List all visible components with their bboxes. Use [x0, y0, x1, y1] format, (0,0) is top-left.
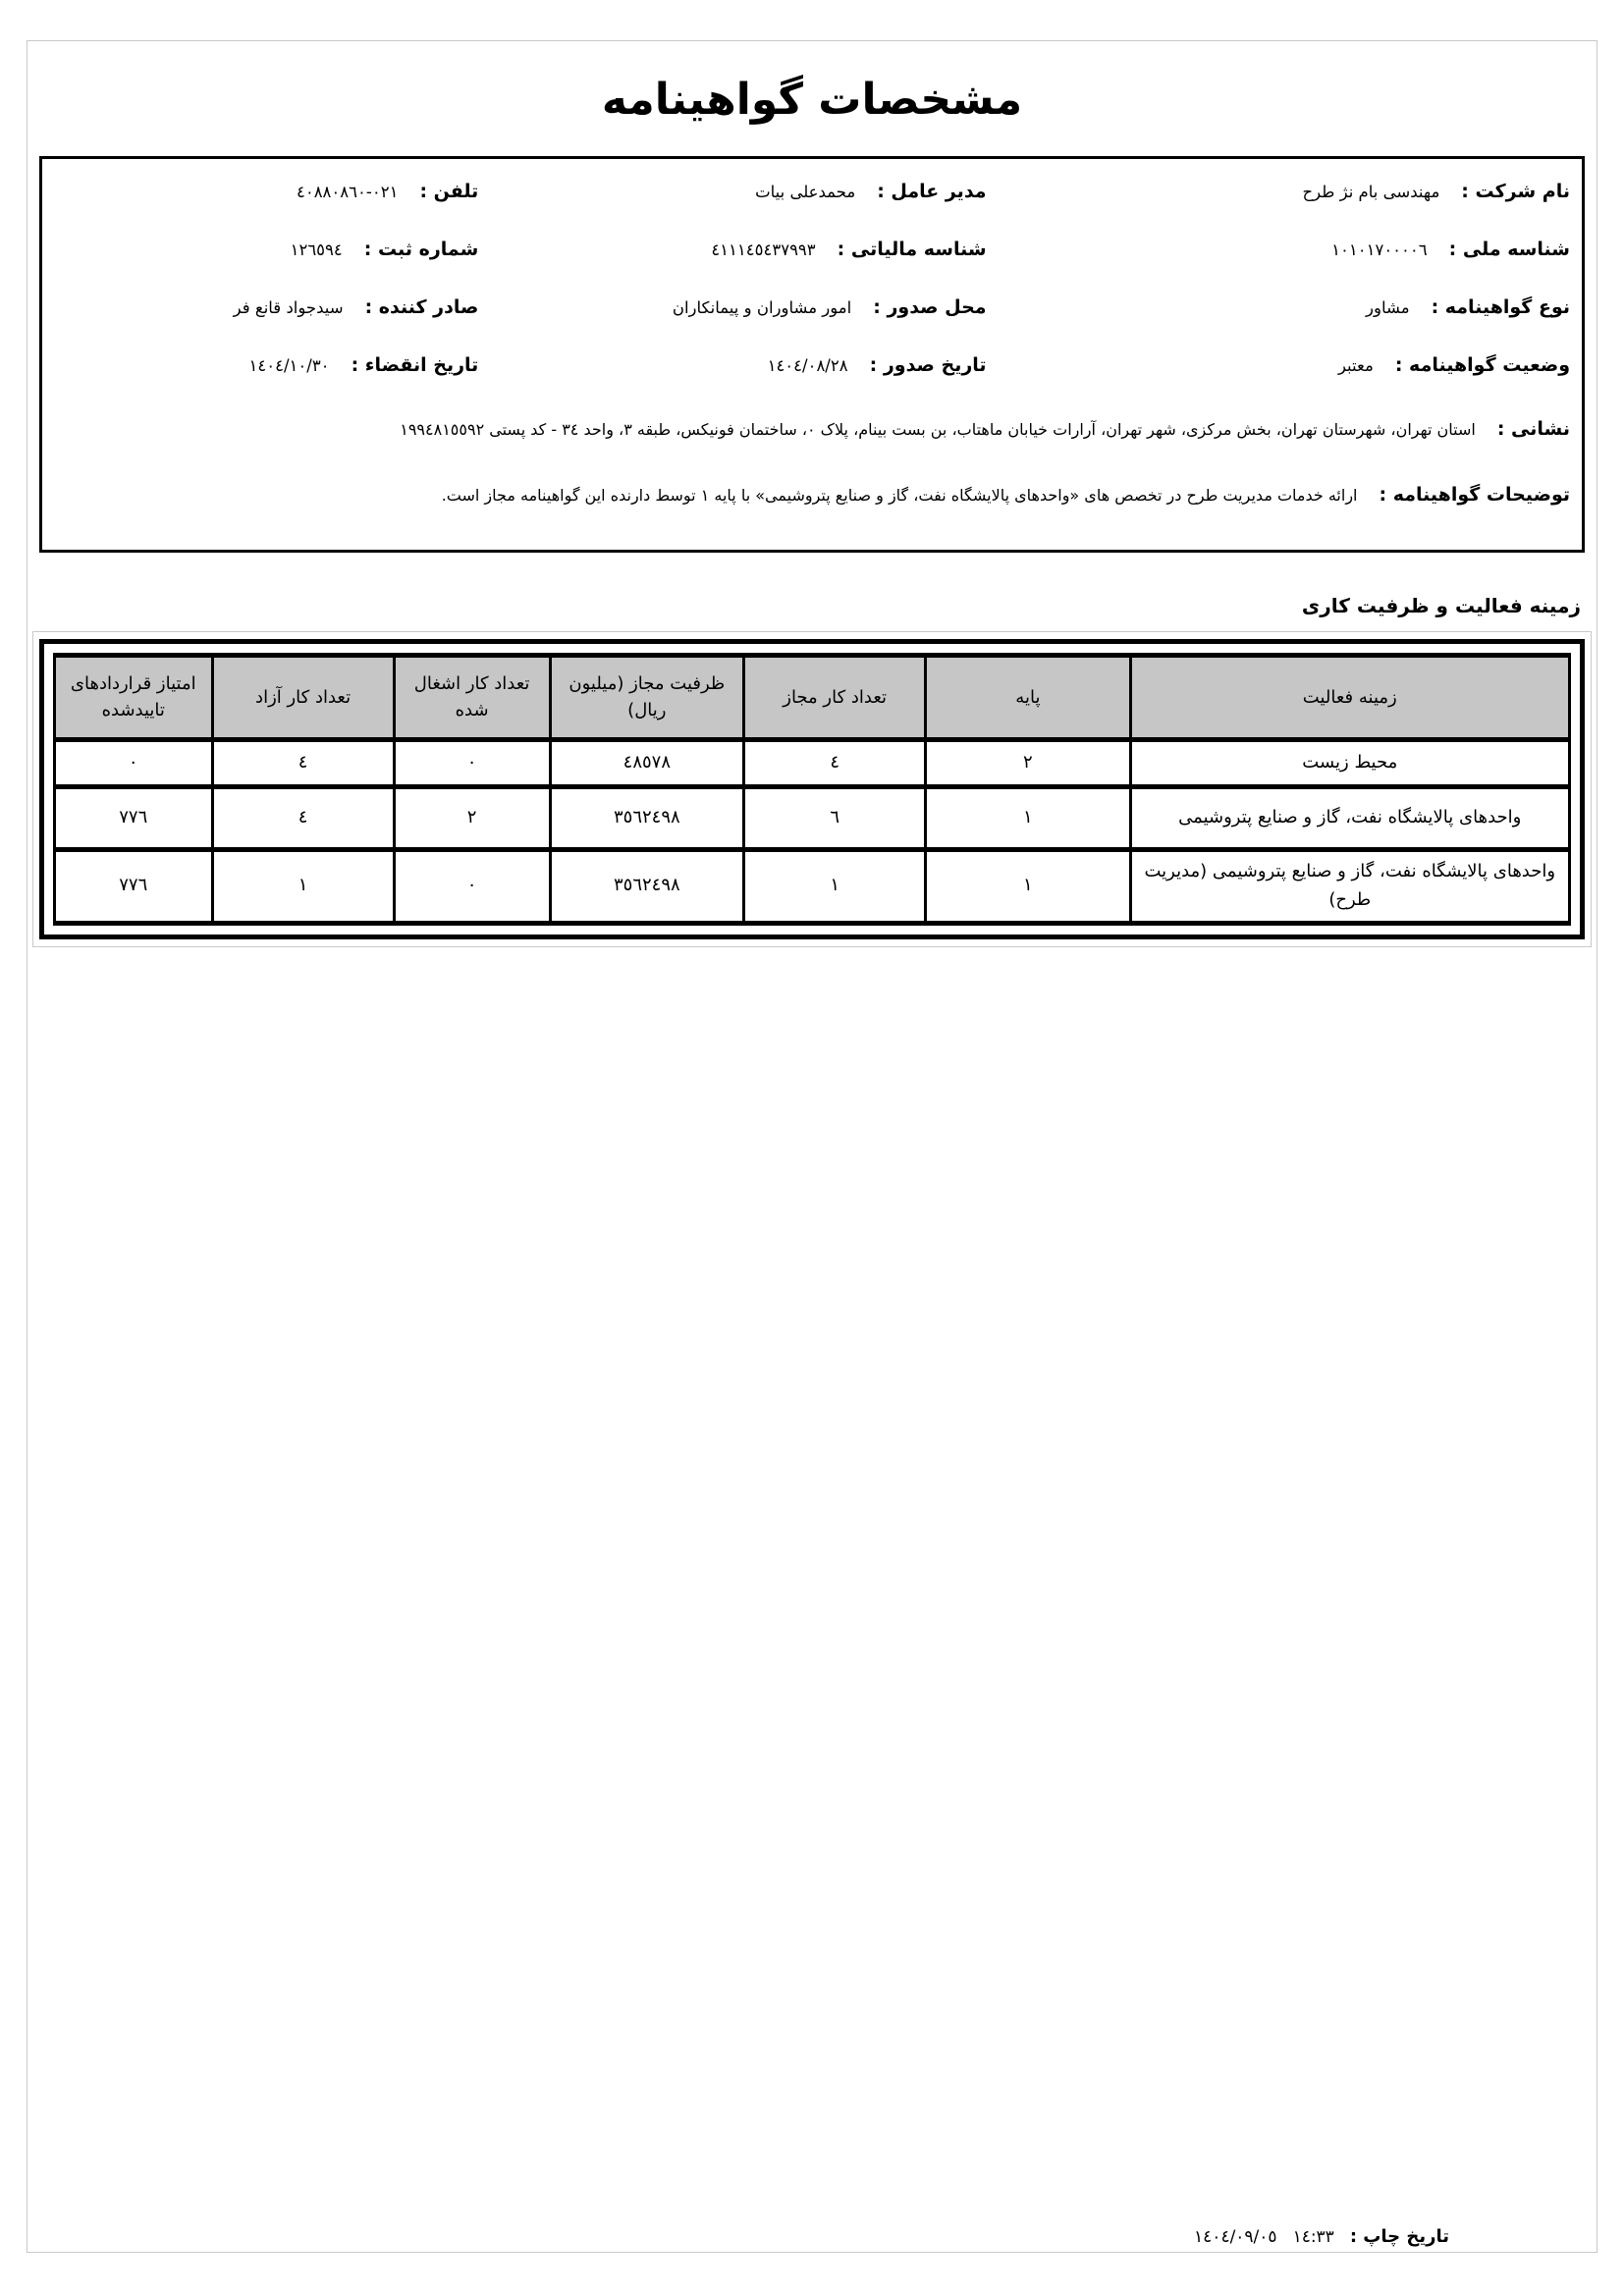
- field-registration-number: [54, 239, 478, 260]
- field-value: ٤١١١٤٥٤٣٧٩٩٣: [711, 240, 816, 259]
- field-label: محل صدور :: [873, 295, 987, 318]
- print-time-value: ١٤:٣٣: [1292, 2227, 1334, 2247]
- field-value: مشاور: [1366, 297, 1410, 317]
- field-national-id: [987, 239, 1570, 260]
- info-row-1: [54, 181, 1570, 202]
- cell-occupied-works: ٠: [394, 849, 550, 923]
- field-label: شماره ثبت :: [363, 238, 479, 260]
- field-label: تاریخ صدور :: [869, 353, 987, 376]
- table-row-refinery-units: [55, 786, 1570, 849]
- cell-allowed-capacity: ٣٥٦٢٤٩٨: [550, 786, 744, 849]
- page-frame: [27, 40, 1597, 2253]
- cell-allowed-works: ١: [744, 849, 926, 923]
- field-label: تلفن :: [419, 180, 479, 202]
- field-value: ١٤٠٤/١٠/٣٠: [248, 355, 330, 375]
- field-expiry-date: [54, 354, 478, 376]
- field-label: توضیحات گواهینامه :: [1379, 484, 1570, 507]
- info-row-2: [54, 239, 1570, 260]
- field-value: ارائه خدمات مدیریت طرح در تخصص های «واحدهای پالایشگاه نفت، گاز و صنایع پتروشیمی» با پایه ١ توسط دارنده این گواهینامه مجاز است.: [441, 486, 1358, 506]
- capacity-table-border: [39, 639, 1585, 939]
- description-field: [54, 483, 1570, 508]
- cell-activity: واحدهای پالایشگاه نفت، گاز و صنایع پتروشیمی (مدیریت طرح): [1130, 849, 1569, 923]
- table-row-environment: [55, 739, 1570, 786]
- header-cell-free-works: تعداد کار آزاد: [212, 655, 394, 739]
- cell-allowed-works: ٦: [744, 786, 926, 849]
- print-date-value: ١٤٠٤/٠٩/٠٥: [1194, 2227, 1277, 2247]
- field-value: استان تهران، شهرستان تهران، بخش مرکزی، شهر تهران، آرارات خیابان ماهتاب، بن بست بینام، پلاک ٠، ساختمان فونیکس، طبقه ٣، واحد ٣٤ - کد پستی ١٩٩٤٨١٥٥٩٢: [400, 419, 1476, 439]
- header-cell-allowed-works: تعداد کار مجاز: [744, 655, 926, 739]
- cell-allowed-capacity: ٤٨٥٧٨: [550, 739, 744, 786]
- field-label: صادر کننده :: [364, 295, 479, 318]
- field-value: امور مشاوران و پیمانکاران: [672, 297, 852, 317]
- field-label: نشانی :: [1496, 417, 1570, 440]
- cell-free-works: ٤: [212, 739, 394, 786]
- cell-grade: ١: [926, 849, 1130, 923]
- field-certificate-type: [987, 296, 1570, 318]
- field-label: مدیر عامل :: [877, 180, 987, 202]
- field-value: ١٢٦٥٩٤: [290, 240, 343, 259]
- field-value: ٠٢١-٤٠٨٨٠٨٦٠: [296, 182, 399, 201]
- info-row-4: [54, 354, 1570, 376]
- header-cell-occupied-works: تعداد کار اشغال شده: [394, 655, 550, 739]
- cell-activity: واحدهای پالایشگاه نفت، گاز و صنایع پتروشیمی: [1130, 786, 1569, 849]
- field-managing-director: [478, 181, 986, 202]
- certificate-info-box: [39, 156, 1585, 553]
- header-cell-activity: زمینه فعالیت: [1130, 655, 1569, 739]
- field-certificate-status: [987, 354, 1570, 376]
- table-row-refinery-units-pm: [55, 849, 1570, 923]
- address-field: [54, 417, 1570, 443]
- section-heading: زمینه فعالیت و ظرفیت کاری: [1301, 593, 1581, 617]
- field-label: وضعیت گواهینامه :: [1394, 353, 1570, 376]
- field-label: شناسه مالیاتی :: [837, 238, 987, 260]
- field-value: سیدجواد قانع فر: [233, 297, 344, 317]
- cell-grade: ٢: [926, 739, 1130, 786]
- field-value: مهندسی بام نژ طرح: [1302, 182, 1440, 201]
- cell-free-works: ٤: [212, 786, 394, 849]
- field-value: معتبر: [1337, 355, 1374, 375]
- field-phone: [54, 181, 478, 202]
- cell-grade: ١: [926, 786, 1130, 849]
- cell-approved-score: ٧٧٦: [55, 786, 213, 849]
- field-label: شناسه ملی :: [1448, 238, 1570, 260]
- field-label: تاریخ انقضاء :: [351, 353, 479, 376]
- field-issue-date: [478, 354, 986, 376]
- cell-approved-score: ٠: [55, 739, 213, 786]
- header-cell-approved-score: امتیاز قراردادهای تاییدشده: [55, 655, 213, 739]
- header-cell-grade: پایه: [926, 655, 1130, 739]
- field-company-name: [987, 181, 1570, 202]
- cell-allowed-capacity: ٣٥٦٢٤٩٨: [550, 849, 744, 923]
- field-tax-id: [478, 239, 986, 260]
- field-label: نوع گواهینامه :: [1431, 295, 1570, 318]
- cell-occupied-works: ٢: [394, 786, 550, 849]
- cell-approved-score: ٧٧٦: [55, 849, 213, 923]
- header-cell-allowed-capacity: ظرفیت مجاز (میلیون ریال): [550, 655, 744, 739]
- field-value: محمدعلی بیات: [755, 182, 856, 201]
- cell-activity: محیط زیست: [1130, 739, 1569, 786]
- field-issue-place: [478, 296, 986, 318]
- field-label: نام شرکت :: [1461, 180, 1570, 202]
- capacity-table: [53, 653, 1571, 926]
- capacity-table-section: [32, 631, 1592, 947]
- info-row-3: [54, 296, 1570, 318]
- field-issuer: [54, 296, 478, 318]
- cell-free-works: ١: [212, 849, 394, 923]
- field-value: ١٤٠٤/٠٨/٢٨: [767, 355, 848, 375]
- print-date-label: تاریخ چاپ :: [1349, 2226, 1449, 2247]
- print-date: [1194, 2226, 1449, 2247]
- table-header-row: [55, 655, 1570, 739]
- cell-allowed-works: ٤: [744, 739, 926, 786]
- field-value: ١٠١٠١٧٠٠٠٠٦: [1331, 240, 1428, 259]
- cell-occupied-works: ٠: [394, 739, 550, 786]
- page-title: مشخصات گواهینامه: [601, 75, 1023, 125]
